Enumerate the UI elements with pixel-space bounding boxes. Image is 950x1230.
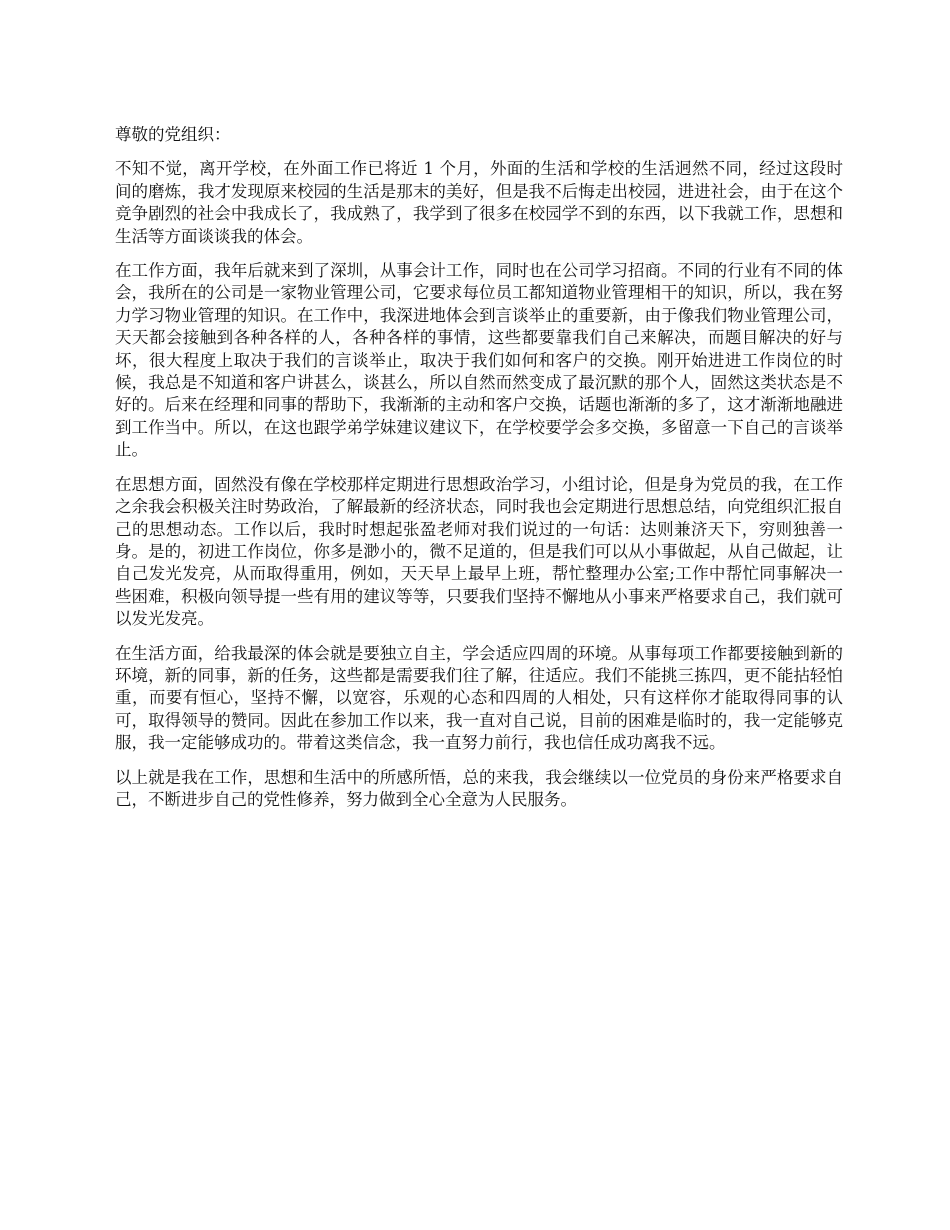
- paragraph-thought: 在思想方面，固然没有像在学校那样定期进行思想政治学习，小组讨论，但是身为党员的我，在工作之余我会积极关注时势政治，了解最新的经济状态，同时我也会定期进行思想总结，向党组织汇报自己的思想动态。工作以后，我时时想起张盈老师对我们说过的一句话：达则兼济天下，穷则独善一身。是的，初进工作岗位，你多是渺小的，微不足道的，但是我们可以从小事做起，从自己做起，让自己发光发亮，从而取得重用，例如，天天早上最早上班，帮忙整理办公室;工作中帮忙同事解决一些困难，积极向领导提一些有用的建议等等，只要我们坚持不懈地从小事来严格要求自己，我们就可以发光发亮。: [115, 474, 843, 629]
- paragraph-intro: 不知不觉，离开学校，在外面工作已将近 1 个月，外面的生活和学校的生活迥然不同，经过这段时间的磨炼，我才发现原来校园的生活是那末的美好，但是我不后悔走出校园，进进社会，由于在这个竞争剧烈的社会中我成长了，我成熟了，我学到了很多在校园学不到的东西，以下我就工作，思想和生活等方面谈谈我的体会。: [115, 159, 843, 246]
- salutation: 尊敬的党组织：: [115, 125, 231, 144]
- paragraph-life: 在生活方面，给我最深的体会就是要独立自主，学会适应四周的环境。从事每项工作都要接触到新的环境，新的同事，新的任务，这些都是需要我们往了解，往适应。我们不能挑三拣四，更不能拈轻怕重，而要有恒心，坚持不懈，以宽容，乐观的心态和四周的人相处，只有这样你才能取得同事的认可，取得领导的赞同。因此在参加工作以来，我一直对自己说，目前的困难是临时的，我一定能够克服，我一定能够成功的。带着这类信念，我一直努力前行，我也信任成功离我不远。: [115, 643, 843, 753]
- paragraph-work: 在工作方面，我年后就来到了深圳，从事会计工作，同时也在公司学习招商。不同的行业有不同的体会，我所在的公司是一家物业管理公司，它要求每位员工都知道物业管理相干的知识，所以，我在努力学习物业管理的知识。在工作中，我深进地体会到言谈举止的重要新，由于像我们物业管理公司，天天都会接触到各种各样的人，各种各样的事情，这些都要靠我们自己来解决，而题目解决的好与坏，很大程度上取决于我们的言谈举止，取决于我们如何和客户的交换。刚开始进进工作岗位的时候，我总是不知道和客户讲甚么，谈甚么，所以自然而然变成了最沉默的那个人，固然这类状态是不好的。后来在经理和同事的帮助下，我渐渐的主动和客户交换，话题也渐渐的多了，这才渐渐地融进到工作当中。所以，在这也跟学弟学妹建议建议下，在学校要学会多交换，多留意一下自己的言谈举止。: [115, 261, 843, 460]
- document-body: [115, 124, 843, 823]
- paragraph-conclusion: 以上就是我在工作，思想和生活中的所感所悟，总的来我，我会继续以一位党员的身份来严格要求自己，不断进步自己的党性修养，努力做到全心全意为人民服务。: [115, 767, 843, 809]
